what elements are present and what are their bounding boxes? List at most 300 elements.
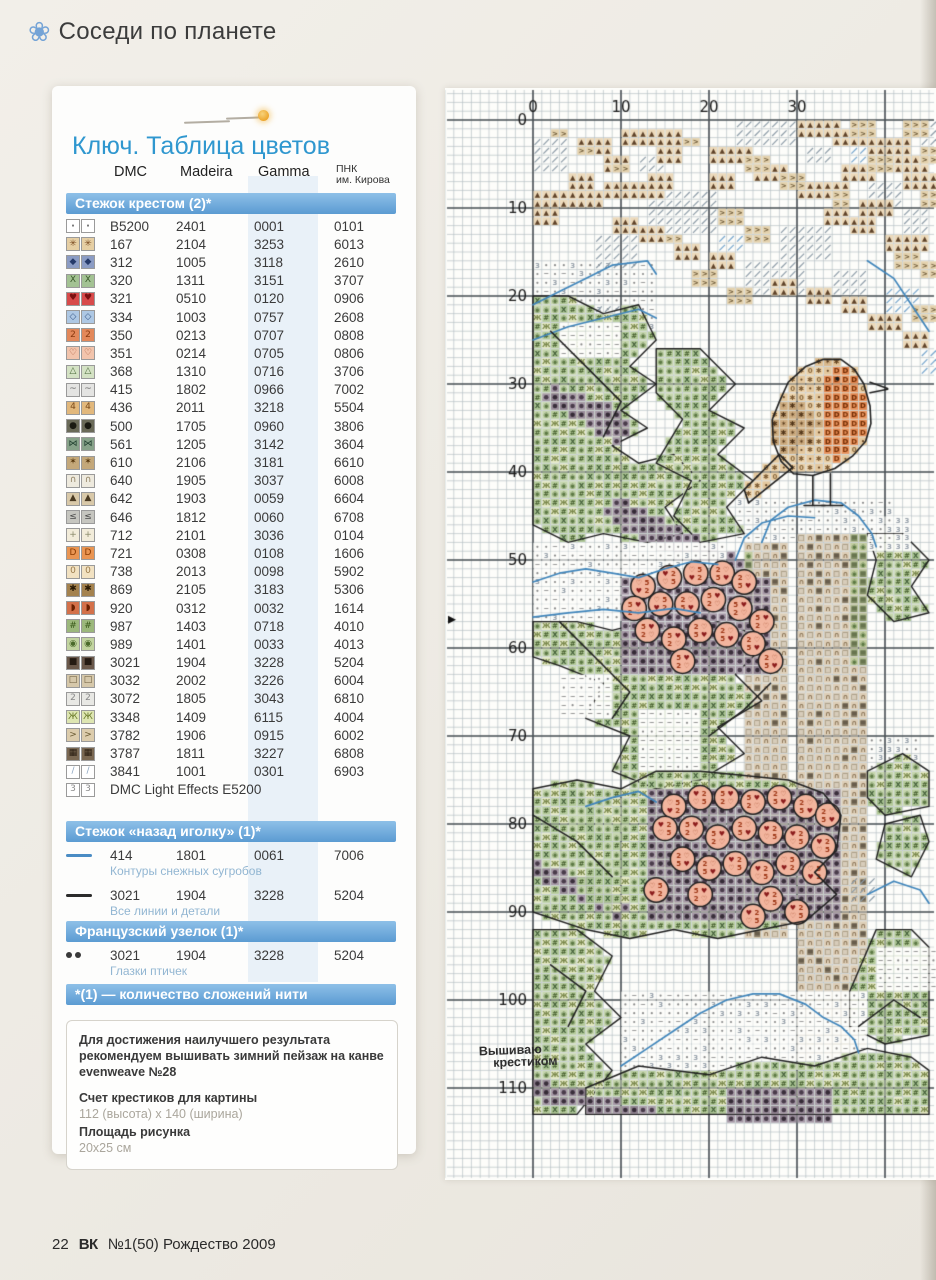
stitch-symbol [66,292,110,306]
symbol-cell: ♥ [66,292,80,306]
dmc-code: 320 [110,273,133,289]
madeira-code: 1705 [176,418,207,434]
dmc-code: 721 [110,545,133,561]
symbol-cell: ● [66,419,80,433]
gamma-code: 3226 [254,673,285,689]
dmc-code: 414 [110,847,133,863]
madeira-code: 2002 [176,673,207,689]
gamma-code: 0915 [254,727,285,743]
symbol-cell: 2 [81,328,95,342]
stitch-symbol [66,637,110,651]
madeira-code: 1802 [176,382,207,398]
issue-info: №1(50) Рождество 2009 [107,1236,276,1253]
symbol-cell: ~ [81,383,95,397]
gamma-code: 0060 [254,509,285,525]
color-row [66,726,402,744]
watermark-line2: крестиком [492,1053,558,1070]
pnk-code: 5204 [334,887,365,903]
pnk-code: 5504 [334,400,365,416]
color-row [66,508,402,526]
color-row [66,326,402,344]
symbol-cell: △ [81,365,95,379]
column-header-gamma: Gamma [258,164,310,180]
symbol-cell: ~ [66,383,80,397]
symbol-cell: D [81,546,95,560]
backstitch-rows [66,846,402,926]
symbol-cell: ✶ [81,456,95,470]
gamma-code: 0032 [254,600,285,616]
pnk-code: 0806 [334,345,365,361]
gamma-code: 0705 [254,345,285,361]
gamma-code: 6115 [254,709,284,725]
madeira-code: 2011 [176,400,206,416]
madeira-code: 1003 [176,309,207,325]
dmc-code: 3021 [110,947,141,963]
symbol-cell: ✳ [81,237,95,251]
dmc-code: 738 [110,564,133,580]
dmc-code: 3348 [110,709,141,725]
gamma-code: 0301 [254,764,285,780]
dmc-code: 987 [110,618,133,634]
dmc-code: 351 [110,345,133,361]
madeira-code: 1805 [176,691,207,707]
gamma-code: 3181 [254,455,285,471]
gamma-code: 3183 [254,582,285,598]
madeira-code: 1905 [176,473,207,489]
symbol-cell: > [81,728,95,742]
color-row [66,381,402,399]
symbol-cell: 4 [66,401,80,415]
symbol-cell: ⋈ [81,437,95,451]
watermark-line1: Вышиваю [478,1042,542,1059]
gamma-code: 3151 [254,273,285,289]
light-effects-row [66,781,402,799]
pnk-code: 4004 [334,709,365,725]
pnk-code: 3706 [334,364,365,380]
flower-icon: ❀ [28,16,51,47]
dmc-code: 3032 [110,673,141,689]
chart-grid-canvas [445,88,936,1180]
madeira-code: 1311 [176,273,206,289]
symbol-cell: ● [81,419,95,433]
gamma-code: 0001 [254,218,285,234]
stitch-symbol [66,747,110,761]
symbol-cell: ♥ [81,292,95,306]
symbol-cell: ∩ [66,474,80,488]
madeira-code: 0312 [176,600,207,616]
symbol-cell: ■ [81,656,95,670]
pnk-code: 5306 [334,582,365,598]
color-row [66,417,402,435]
pnk-code: 6013 [334,236,365,252]
symbol-cell: ■ [66,656,80,670]
stitch-symbol [66,310,110,324]
dmc-code: 3021 [110,655,141,671]
dmc-code: 561 [110,436,133,452]
madeira-code: 0308 [176,545,207,561]
symbol-cell: 2 [66,692,80,706]
pnk-code: 3806 [334,418,365,434]
symbol-cell: ◇ [66,310,80,324]
page-title: Соседи по планете [58,18,277,45]
gamma-code: 0960 [254,418,285,434]
symbol-cell: ∩ [81,474,95,488]
usage-note: Контуры снежных сугробов [110,864,262,878]
gamma-code: 0120 [254,291,285,307]
stitch-symbol [66,656,110,670]
stitch-symbol [66,528,110,542]
madeira-code: 1811 [176,746,206,762]
pnk-code: 6610 [334,455,365,471]
color-row [66,708,402,726]
madeira-code: 2104 [176,236,207,252]
area-value: 20x25 см [79,1141,132,1155]
pnk-line2: им. Кирова [336,173,390,186]
stitch-symbol [66,216,110,235]
dmc-code: 436 [110,400,133,416]
symbol-cell: ◇ [81,310,95,324]
madeira-code: 2105 [176,582,207,598]
footnote-bar: *(1) — количество сложений нити [66,984,396,1005]
stitch-symbol [66,456,110,470]
dmc-code: 646 [110,509,133,525]
madeira-code: 1403 [176,618,207,634]
madeira-code: 1904 [176,887,207,903]
stitch-symbol [66,492,110,506]
key-title: Ключ. Таблица цветов [72,132,330,160]
stitch-symbol [66,328,110,342]
recommendation-note [66,1020,398,1170]
cross-stitch-chart [445,88,936,1180]
dmc-code: 642 [110,491,133,507]
symbol-cell: X [66,274,80,288]
color-row [66,217,402,235]
madeira-code: 1812 [176,509,207,525]
stitch-symbol [66,237,110,251]
gamma-code: 0707 [254,327,285,343]
symbol-cell: > [66,728,80,742]
dmc-code: 610 [110,455,133,471]
pnk-code: 6002 [334,727,365,743]
madeira-code: 1205 [176,436,207,452]
symbol-cell: / [66,765,80,779]
gamma-code: 0033 [254,636,285,652]
gamma-code: 3228 [254,655,285,671]
symbol-cell: # [81,619,95,633]
gamma-code: 0757 [254,309,285,325]
symbol-cell: ≤ [81,510,95,524]
symbol-cell: ♡ [81,346,95,360]
pnk-code: 2610 [334,254,365,270]
dmc-code: B5200 [110,218,150,234]
symbol-cell: 4 [81,401,95,415]
dmc-code: 321 [110,291,133,307]
color-row [66,744,402,762]
madeira-code: 1903 [176,491,207,507]
pnk-code: 7002 [334,382,365,398]
pin-head-icon [258,110,269,121]
symbol-cell: ≤ [66,510,80,524]
color-row [66,435,402,453]
symbol-cell: X [81,274,95,288]
stitch-symbol [66,765,110,779]
stitch-symbol [66,255,110,269]
symbol-cell: 3 [81,783,95,797]
color-row [66,617,402,635]
symbol-cell: 2 [66,328,80,342]
pnk-code: 4010 [334,618,365,634]
symbol-cell: 0 [81,565,95,579]
pnk-code: 3604 [334,436,365,452]
pnk-code: 4013 [334,636,365,652]
stitch-count-label: Счет крестиков для картины [79,1091,258,1105]
gamma-code: 0098 [254,564,285,580]
stitch-symbol [66,674,110,688]
pnk-code: 6903 [334,764,365,780]
pnk-code: 6708 [334,509,365,525]
usage-note: Глазки птичек [110,964,188,978]
dmc-code: 350 [110,327,133,343]
dmc-code: 500 [110,418,133,434]
pnk-code: 5902 [334,564,365,580]
symbol-cell: ✱ [66,583,80,597]
backstitch-row [66,846,402,880]
pnk-code: 7006 [334,847,365,863]
madeira-code: 2101 [176,527,207,543]
stitch-symbol [66,437,110,451]
backstitch-line-swatch [66,894,92,897]
stitch-symbol [66,546,110,560]
dmc-code: 167 [110,236,133,252]
color-row [66,472,402,490]
gamma-code: 3037 [254,473,285,489]
french-knot-icon [66,952,92,958]
color-row [66,526,402,544]
stitch-symbol [66,383,110,397]
color-row [66,344,402,362]
pnk-code: 6810 [334,691,365,707]
color-row [66,490,402,508]
symbol-cell: + [66,528,80,542]
stitch-symbol [66,474,110,488]
pnk-code: 0101 [334,218,365,234]
dmc-code: 3787 [110,746,141,762]
section-bar-french-knot: Французский узелок (1)* [66,921,396,942]
madeira-code: 1005 [176,254,207,270]
pnk-code: 2608 [334,309,365,325]
symbol-cell: △ [66,365,80,379]
stitch-symbol [66,565,110,579]
color-row [66,599,402,617]
gamma-code: 3118 [254,254,284,270]
symbol-cell: # [66,619,80,633]
dmc-code: 3841 [110,764,141,780]
madeira-code: 2401 [176,218,207,234]
madeira-code: 0213 [176,327,207,343]
section-bar-backstitch: Стежок «назад иголку» (1)* [66,821,396,842]
light-effects-label: DMC Light Effects E5200 [110,782,262,798]
section-bar-cross-stitch: Стежок крестом (2)* [66,193,396,214]
color-row [66,453,402,471]
madeira-code: 1904 [176,655,207,671]
madeira-code: 1906 [176,727,207,743]
french-knot-rows [66,946,402,986]
stitch-symbol [66,783,110,797]
color-row [66,290,402,308]
color-row [66,253,402,271]
stitch-symbol [66,365,110,379]
dmc-code: 989 [110,636,133,652]
symbol-cell: / [81,765,95,779]
color-table [66,217,402,799]
symbol-cell: ▲ [81,492,95,506]
dmc-code: 312 [110,254,133,270]
symbol-cell: □ [81,674,95,688]
pnk-code: 6808 [334,746,365,762]
madeira-code: 2013 [176,564,207,580]
pnk-code: 6604 [334,491,365,507]
symbol-cell: ◉ [66,637,80,651]
madeira-code: 1409 [176,709,207,725]
pnk-code: 0906 [334,291,365,307]
dmc-code: 640 [110,473,133,489]
pnk-code: 6008 [334,473,365,489]
stitch-count-value: 112 (высота) x 140 (ширина) [79,1107,243,1121]
color-row [66,654,402,672]
symbol-cell: ◆ [81,255,95,269]
pnk-code: 5204 [334,947,365,963]
symbol-cell: ◆ [66,255,80,269]
stitch-symbol [66,346,110,360]
gamma-code: 3228 [254,887,285,903]
gamma-code: 3043 [254,691,285,707]
color-row [66,635,402,653]
stitch-symbol [66,510,110,524]
stitch-symbol [66,274,110,288]
symbol-cell: ◗ [66,601,80,615]
madeira-code: 0510 [176,291,207,307]
color-row [66,272,402,290]
dmc-code: 3072 [110,691,141,707]
gamma-code: 0716 [254,364,285,380]
madeira-code: 2106 [176,455,207,471]
madeira-code: 1001 [176,764,207,780]
key-panel [52,86,416,1154]
color-row [66,363,402,381]
symbol-cell: 0 [66,565,80,579]
pnk-code: 0104 [334,527,365,543]
color-row [66,235,402,253]
color-row [66,581,402,599]
magazine-logo: ВК [78,1236,98,1253]
color-row [66,763,402,781]
gamma-code: 3218 [254,400,285,416]
dmc-code: 334 [110,309,133,325]
symbol-cell: 2 [81,692,95,706]
color-row [66,563,402,581]
page-number: 22 [52,1236,69,1253]
stitch-symbol [66,619,110,633]
gamma-code: 0718 [254,618,285,634]
gamma-code: 0966 [254,382,285,398]
symbol-cell: ▦ [81,747,95,761]
symbol-cell: ◗ [81,601,95,615]
gamma-code: 0059 [254,491,285,507]
gamma-code: 0061 [254,847,285,863]
magazine-watermark [479,1043,558,1070]
gamma-code: 3036 [254,527,285,543]
dmc-code: 368 [110,364,133,380]
madeira-code: 1801 [176,847,207,863]
color-row [66,672,402,690]
symbol-cell: ⋈ [66,437,80,451]
color-row [66,544,402,562]
dmc-code: 920 [110,600,133,616]
stitch-symbol [66,583,110,597]
stitch-symbol [66,728,110,742]
color-row [66,690,402,708]
column-header-madeira: Madeira [180,164,233,180]
area-label: Площадь рисунка [79,1125,191,1139]
madeira-code: 0214 [176,345,207,361]
symbol-cell: ▦ [66,747,80,761]
stitch-symbol [66,401,110,415]
dmc-code: 415 [110,382,133,398]
symbol-cell: D [66,546,80,560]
madeira-code: 1310 [176,364,207,380]
pnk-line1: ПНК [336,163,358,175]
gamma-code: 0108 [254,545,285,561]
column-header-pnk [336,164,390,185]
stitch-symbol [66,692,110,706]
madeira-code: 1401 [176,636,207,652]
symbol-cell: ◉ [81,637,95,651]
column-header-dmc: DMC [114,164,148,180]
stitch-symbol [66,419,110,433]
symbol-cell: + [81,528,95,542]
symbol-cell: ✶ [66,456,80,470]
usage-note: Все линии и детали [110,904,221,918]
page-footer [52,1236,276,1253]
stitch-symbol [66,601,110,615]
gamma-code: 3228 [254,947,285,963]
page-header [28,18,277,46]
color-row [66,399,402,417]
symbol-cell: ✱ [81,583,95,597]
stitch-symbol [66,710,110,724]
pnk-code: 3707 [334,273,365,289]
symbol-cell: ♡ [66,346,80,360]
dmc-code: 712 [110,527,133,543]
french-knot-row [66,946,402,980]
gamma-code: 3253 [254,236,285,252]
color-row [66,308,402,326]
dmc-code: 3021 [110,887,141,903]
pnk-code: 0808 [334,327,365,343]
backstitch-row [66,886,402,920]
gamma-code: 3142 [254,436,285,452]
pnk-code: 5204 [334,655,365,671]
gamma-code: 3227 [254,746,285,762]
backstitch-line-swatch [66,854,92,857]
pin-icon [184,120,230,124]
dmc-code: 3782 [110,727,141,743]
note-recommendation-text: Для достижения наилучшего результата рекомендуем вышивать зимний пейзаж на канве evenweave №28 [79,1033,384,1079]
symbol-cell: · [81,219,95,233]
madeira-code: 1904 [176,947,207,963]
pnk-code: 6004 [334,673,365,689]
symbol-cell: □ [66,674,80,688]
